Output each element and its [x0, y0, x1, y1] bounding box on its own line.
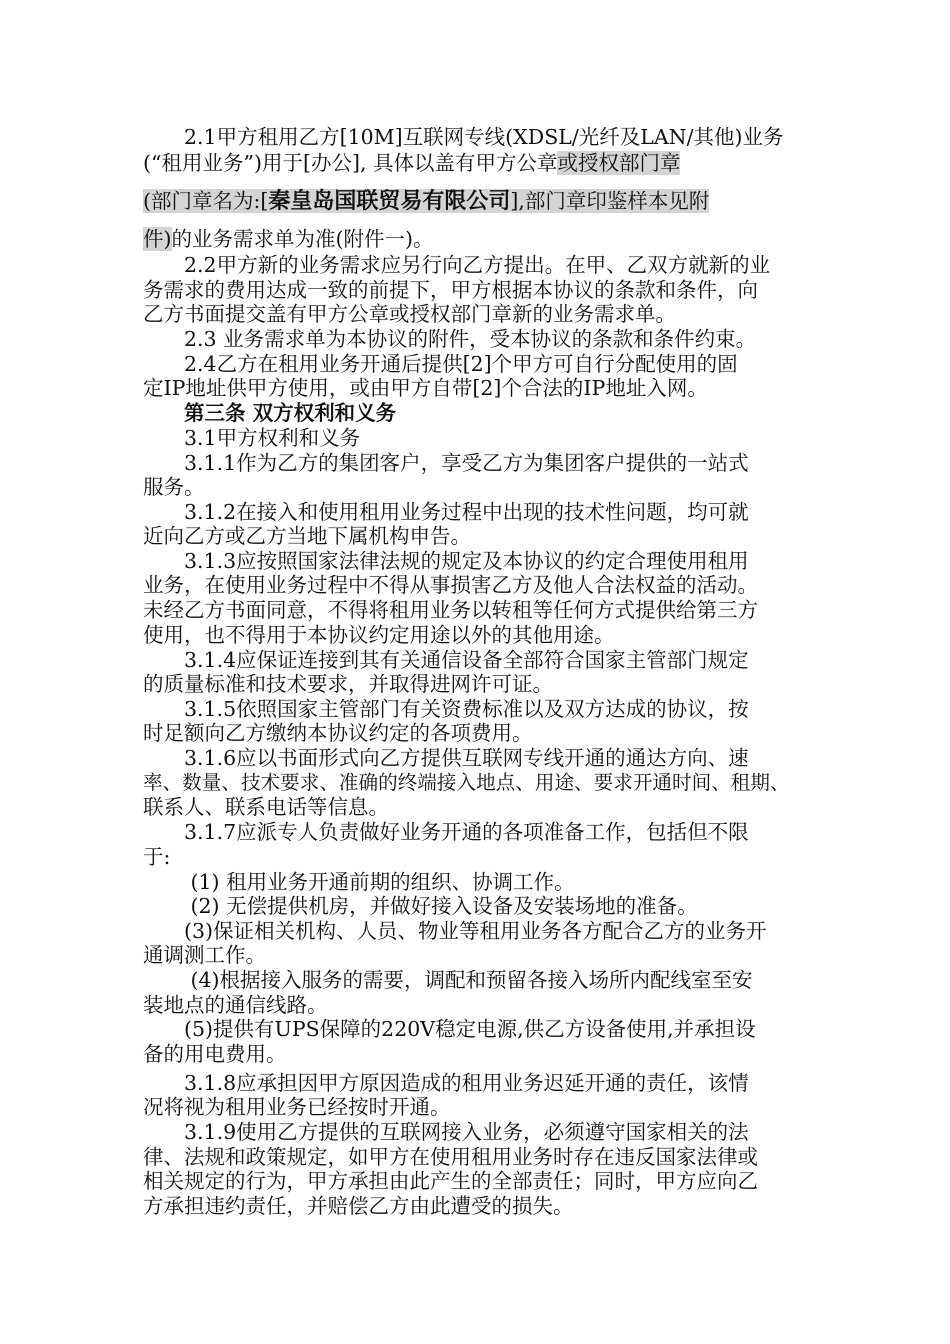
list-item: (2) 无偿提供机房，并做好接入设备及安装场地的准备。: [143, 894, 698, 918]
list-item: (5)提供有UPS保障的220V稳定电源,供乙方设备使用,并承担设: [143, 1017, 756, 1041]
highlighted-text: 或授权部门章: [557, 151, 681, 175]
company-name: 秦皇岛国联贸易有限公司: [268, 189, 511, 214]
paragraph-line: (“租用业务”)用于[办公], 具体以盖有甲方公章或授权部门章: [143, 151, 681, 175]
paragraph-line: 件)的业务需求单为准(附件一)。: [143, 227, 434, 251]
paragraph-line: 3.1.5依照国家主管部门有关资费标准以及双方达成的协议，按: [143, 697, 749, 721]
paragraph-line: 未经乙方书面同意，不得将租用业务以转租等任何方式提供给第三方: [143, 598, 758, 622]
paragraph-line: 装地点的通信线路。: [143, 993, 328, 1017]
paragraph-line: [143, 186, 709, 216]
paragraph-line: 2.3 业务需求单为本协议的附件，受本协议的条款和条件约束。: [143, 327, 757, 351]
paragraph-line: 服务。: [143, 475, 205, 499]
paragraph-line: 2.2甲方新的业务需求应另行向乙方提出。在甲、乙双方就新的业: [143, 253, 771, 277]
paragraph-line: 律、法规和政策规定，如甲方在使用租用业务时存在违反国家法律或: [143, 1145, 758, 1169]
paragraph-line: 2.1甲方租用乙方[10M]互联网专线(XDSL/光纤及LAN/其他)业务: [143, 125, 784, 149]
highlighted-text: (部门章名为:[秦皇岛国联贸易有限公司],部门章印鉴样本见附: [143, 189, 710, 214]
paragraph-line: 备的用电费用。: [143, 1042, 287, 1066]
paragraph-line: 方承担违约责任，并赔偿乙方由此遭受的损失。: [143, 1194, 574, 1218]
paragraph-line: 3.1.9使用乙方提供的互联网接入业务，必须遵守国家相关的法: [143, 1120, 749, 1144]
paragraph-line: 通调测工作。: [143, 943, 266, 967]
section-heading: 第三条 双方权利和义务: [143, 401, 397, 425]
paragraph-line: 联系人、联系电话等信息。: [143, 795, 389, 819]
list-item: (4)根据接入服务的需要，调配和预留各接入场所内配线室至安: [143, 968, 753, 992]
paragraph-line: 务需求的费用达成一致的前提下，甲方根据本协议的条款和条件，向: [143, 278, 758, 302]
paragraph-line: 3.1甲方权利和义务: [143, 426, 361, 450]
paragraph-line: 3.1.7应派专人负责做好业务开通的各项准备工作，包括但不限: [143, 820, 749, 844]
paragraph-line: 3.1.2在接入和使用租用业务过程中出现的技术性问题，均可就: [143, 500, 749, 524]
paragraph-line: 3.1.3应按照国家法律法规的规定及本协议的约定合理使用租用: [143, 549, 749, 573]
paragraph-line: 3.1.6应以书面形式向乙方提供互联网专线开通的通达方向、速: [143, 746, 749, 770]
list-item: (3)保证相关机构、人员、物业等租用业务各方配合乙方的业务开: [143, 919, 767, 943]
paragraph-line: 近向乙方或乙方当地下属机构申告。: [143, 524, 471, 548]
list-item: (1) 租用业务开通前期的组织、协调工作。: [143, 870, 575, 894]
paragraph-line: 业务，在使用业务过程中不得从事损害乙方及他人合法权益的活动。: [143, 573, 758, 597]
paragraph-line: 3.1.8应承担因甲方原因造成的租用业务迟延开通的责任，该情: [143, 1071, 749, 1095]
paragraph-line: 的质量标准和技术要求，并取得进网许可证。: [143, 672, 553, 696]
paragraph-line: 使用，也不得用于本协议约定用途以外的其他用途。: [143, 623, 615, 647]
paragraph-line: 3.1.1作为乙方的集团客户，享受乙方为集团客户提供的一站式: [143, 451, 749, 475]
paragraph-line: 时足额向乙方缴纳本协议约定的各项费用。: [143, 721, 533, 745]
paragraph-line: 相关规定的行为，甲方承担由此产生的全部责任；同时，甲方应向乙: [143, 1169, 758, 1193]
paragraph-line: 况将视为租用业务已经按时开通。: [143, 1095, 451, 1119]
paragraph-line: 2.4乙方在租用业务开通后提供[2]个甲方可自行分配使用的固: [143, 352, 738, 376]
highlighted-text: 件): [143, 227, 172, 251]
paragraph-line: 率、数量、技术要求、准确的终端接入地点、用途、要求开通时间、租期、: [143, 771, 790, 794]
paragraph-line: 3.1.4应保证连接到其有关通信设备全部符合国家主管部门规定: [143, 648, 749, 672]
paragraph-line: 于:: [143, 845, 171, 869]
paragraph-line: 乙方书面提交盖有甲方公章或授权部门章新的业务需求单。: [143, 302, 676, 326]
paragraph-line: 定IP地址供甲方使用，或由甲方自带[2]个合法的IP地址入网。: [143, 376, 708, 400]
